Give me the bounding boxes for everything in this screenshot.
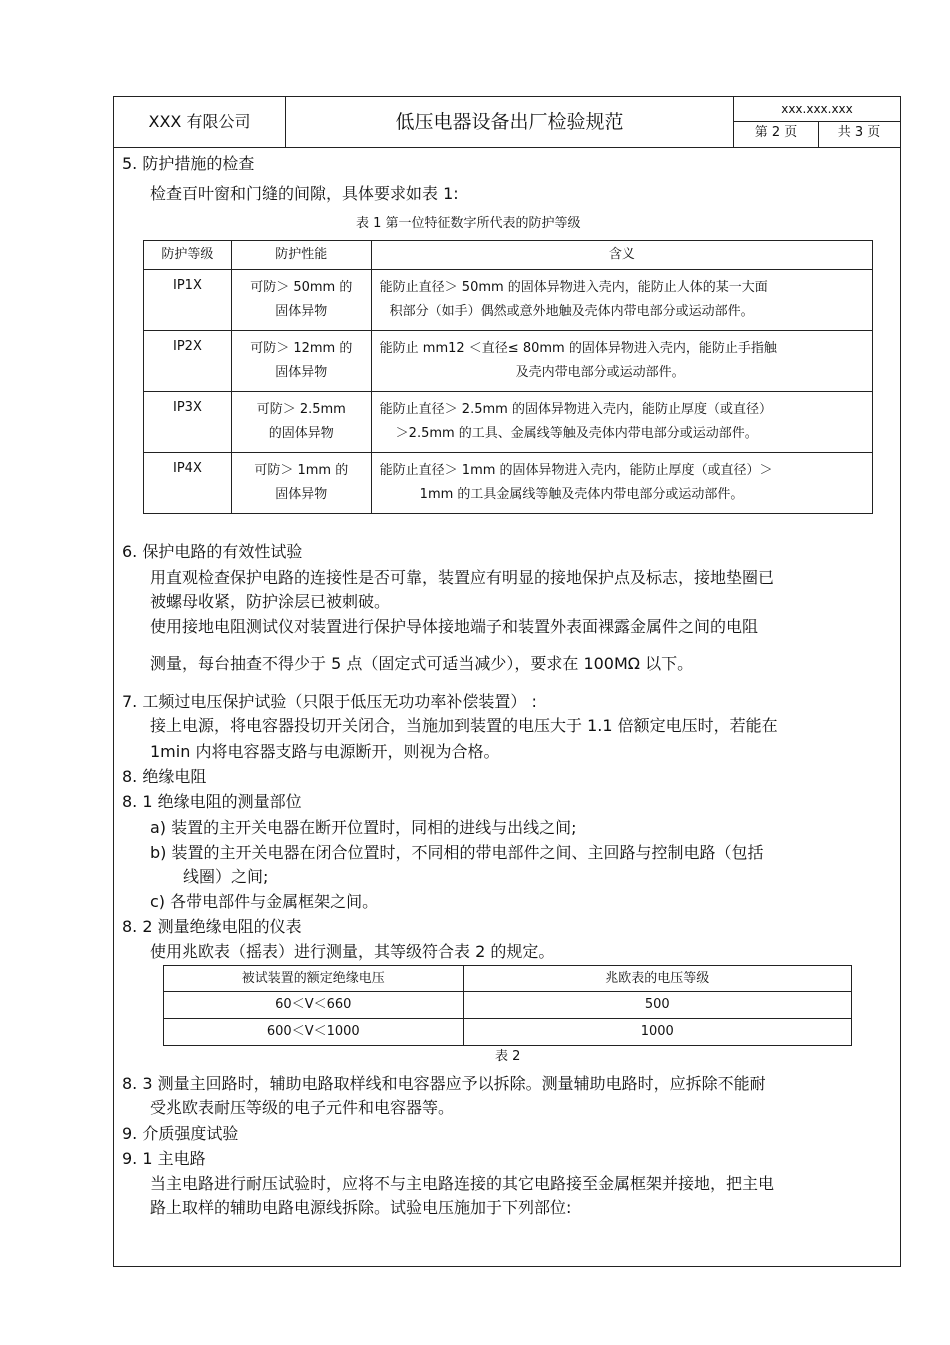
table-row — [144, 392, 873, 453]
grade-cell: IP3X — [144, 392, 232, 453]
paragraph-line: 使用接地电阻测试仪对装置进行保护导体接地端子和装置外表面裸露金属件之间的电阻 — [150, 617, 759, 636]
meaning-line: 能防止直径＞ 50mm 的固体异物进入壳内，能防止人体的某一大面 — [379, 280, 768, 295]
paragraph-line: 接上电源，将电容器投切开关闭合，当施加到装置的电压大于 1.1 倍额定电压时，若能在 — [150, 716, 778, 735]
megohmmeter-cell: 500 — [463, 992, 851, 1019]
performance-line: 可防＞ 1mm 的 — [254, 463, 349, 478]
meaning-line: 及壳内带电部分或运动部件。 — [515, 365, 685, 380]
performance-cell — [231, 331, 371, 392]
performance-line: 固体异物 — [275, 304, 328, 319]
performance-line: 可防＞ 12mm 的 — [250, 341, 353, 356]
paragraph-line: 1min 内将电容器支路与电源断开，则视为合格。 — [150, 742, 500, 761]
grade-cell: IP1X — [144, 270, 232, 331]
table-row — [144, 453, 873, 514]
megohmmeter-table — [163, 965, 852, 1046]
voltage-cell: 600＜V＜1000 — [164, 1019, 464, 1046]
table-row — [164, 992, 852, 1019]
subsection-heading: 9. 1 主电路 — [122, 1149, 206, 1168]
paragraph-line: 被螺母收紧，防护涂层已被刺破。 — [150, 592, 391, 611]
performance-line: 的固体异物 — [268, 426, 334, 441]
megohmmeter-cell: 1000 — [463, 1019, 851, 1046]
column-header: 兆欧表的电压等级 — [463, 966, 851, 992]
column-header: 防护性能 — [231, 241, 371, 270]
section-5-intro: 检查百叶窗和门缝的间隙，具体要求如表 1: — [150, 184, 459, 203]
grade-cell: IP4X — [144, 453, 232, 514]
section-5-heading: 5. 防护措施的检查 — [122, 154, 255, 173]
performance-cell — [231, 453, 371, 514]
table-row — [144, 331, 873, 392]
meaning-cell — [371, 392, 872, 453]
paragraph-line: 测量，每台抽查不得少于 5 点（固定式可适当减少），要求在 100MΩ 以下。 — [150, 654, 694, 673]
section-6-heading: 6. 保护电路的有效性试验 — [122, 542, 303, 561]
table-row — [144, 270, 873, 331]
section-8-heading: 8. 绝缘电阻 — [122, 767, 207, 786]
voltage-cell: 60＜V＜660 — [164, 992, 464, 1019]
paragraph-line: 当主电路进行耐压试验时，应将不与主电路连接的其它电路接至金属框架并接地，把主电 — [150, 1174, 775, 1193]
document-header — [113, 96, 901, 148]
paragraph-line: 受兆欧表耐压等级的电子元件和电容器等。 — [150, 1098, 455, 1117]
column-header: 被试装置的额定绝缘电压 — [164, 966, 464, 992]
paragraph-line: 路上取样的辅助电路电源线拆除。试验电压施加于下列部位: — [150, 1198, 572, 1217]
subsection-heading: 8. 1 绝缘电阻的测量部位 — [122, 792, 302, 811]
column-header: 防护等级 — [144, 241, 232, 270]
subsection-heading: 8. 2 测量绝缘电阻的仪表 — [122, 917, 302, 936]
section-9-heading: 9. 介质强度试验 — [122, 1124, 239, 1143]
paragraph-line: 使用兆欧表（摇表）进行测量，其等级符合表 2 的规定。 — [150, 942, 555, 961]
performance-cell — [231, 392, 371, 453]
protection-grade-table — [143, 240, 873, 514]
meaning-line: 能防止直径＞ 1mm 的固体异物进入壳内，能防止厚度（或直径）＞ — [379, 463, 773, 478]
list-item: c) 各带电部件与金属框架之间。 — [150, 892, 379, 911]
paragraph-line: 用直观检查保护电路的连接性是否可靠，装置应有明显的接地保护点及标志，接地垫圈已 — [150, 568, 775, 587]
meaning-line: 能防止直径＞ 2.5mm 的固体异物进入壳内，能防止厚度（或直径） — [379, 402, 772, 417]
list-item-continuation: 线圈）之间; — [183, 867, 269, 886]
performance-line: 固体异物 — [275, 365, 328, 380]
performance-cell — [231, 270, 371, 331]
page-total: 共 3 页 — [837, 125, 881, 140]
meaning-cell — [371, 453, 872, 514]
table-1-caption: 表 1 第一位特征数字所代表的防护等级 — [356, 216, 581, 231]
subsection-heading: 8. 3 测量主回路时，辅助电路取样线和电容器应予以拆除。测量辅助电路时，应拆除不能耐 — [122, 1074, 766, 1093]
meaning-line: 能防止 mm12 ＜直径≤ 80mm 的固体异物进入壳内，能防止手指触 — [379, 341, 777, 356]
page-number: 第 2 页 — [734, 121, 819, 147]
meaning-line: ＞2.5mm 的工具、金属线等触及壳体内带电部分或运动部件。 — [395, 426, 758, 441]
meaning-line: 1mm 的工具金属线等触及壳体内带电部分或运动部件。 — [419, 487, 744, 502]
performance-line: 可防＞ 2.5mm — [256, 402, 346, 417]
section-7-heading: 7. 工频过电压保护试验（只限于低压无功功率补偿装置） : — [122, 692, 537, 711]
meaning-cell — [371, 270, 872, 331]
list-item: b) 装置的主开关电器在闭合位置时，不同相的带电部件之间、主回路与控制电路（包括 — [150, 843, 764, 862]
performance-line: 可防＞ 50mm 的 — [250, 280, 353, 295]
meaning-line: 积部分（如手）偶然或意外地触及壳体内带电部分或运动部件。 — [389, 304, 754, 319]
list-item: a) 装置的主开关电器在断开位置时，同相的进线与出线之间; — [150, 818, 577, 837]
company-name: XXX 有限公司 — [114, 97, 286, 147]
grade-cell: IP2X — [144, 331, 232, 392]
table-row — [164, 1019, 852, 1046]
column-header: 含义 — [371, 241, 872, 270]
document-number: xxx.xxx.xxx — [734, 97, 900, 122]
meaning-cell — [371, 331, 872, 392]
document-title: 低压电器设备出厂检验规范 — [286, 97, 734, 147]
table-2-caption: 表 2 — [495, 1049, 521, 1064]
performance-line: 固体异物 — [275, 487, 328, 502]
